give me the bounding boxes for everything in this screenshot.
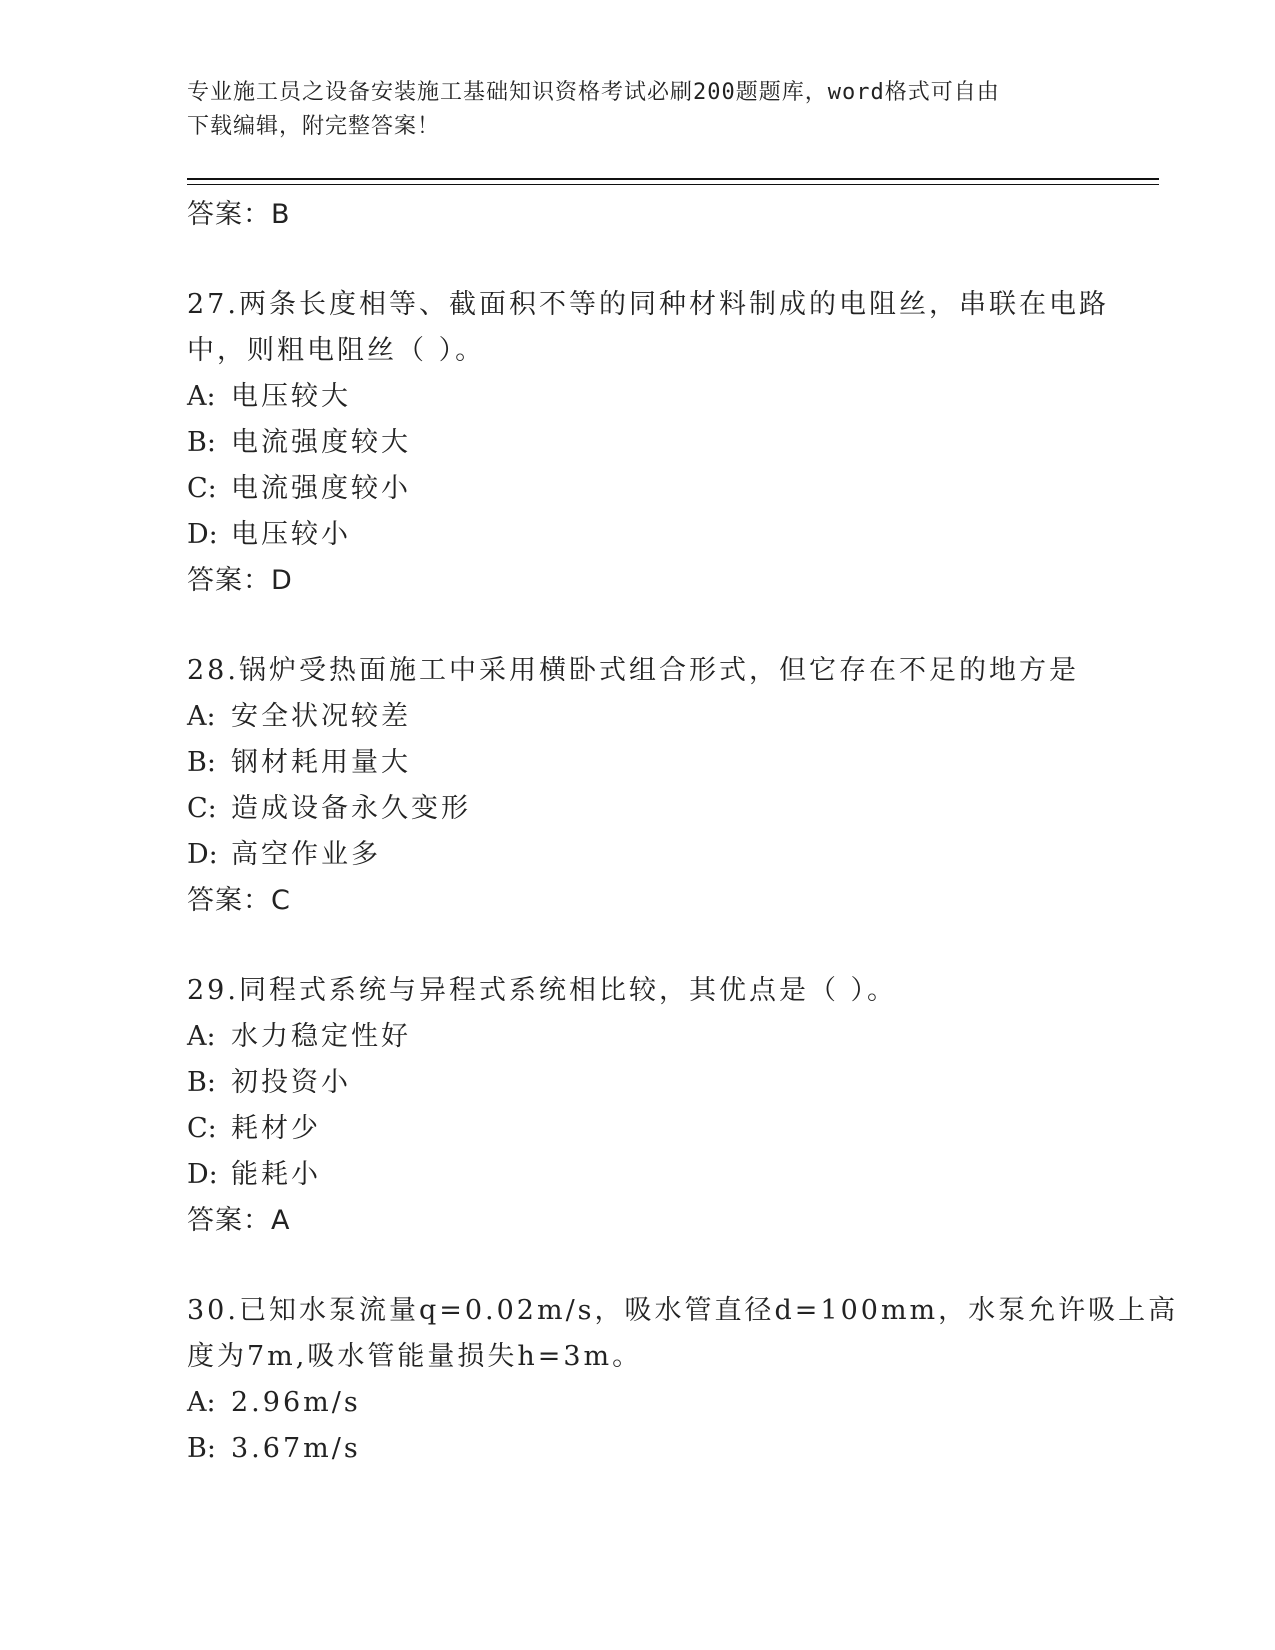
option-b	[187, 740, 1087, 786]
question-list	[187, 192, 1179, 1472]
option-letter: B:	[187, 1433, 216, 1464]
option-c	[187, 786, 1087, 832]
question-text-line: 度为7m,吸水管能量损失h=3m。	[187, 1341, 643, 1372]
option-letter: B:	[187, 1067, 216, 1098]
spacer	[187, 238, 1087, 282]
option-text: 3.67m/s	[231, 1433, 361, 1464]
option-text: 钢材耗用量大	[231, 747, 411, 778]
option-a	[187, 694, 1087, 740]
header-divider-thick	[187, 178, 1159, 180]
answer-line: 答案：D	[187, 565, 293, 596]
question-28	[187, 648, 1087, 924]
option-text: 安全状况较差	[231, 701, 411, 732]
question-text-line: 中，则粗电阻丝（ ）。	[187, 335, 486, 366]
header-line-1: 专业施工员之设备安装施工基础知识资格考试必刷200题题库，word格式可自由	[187, 80, 1000, 105]
option-letter: C:	[187, 473, 217, 504]
option-d	[187, 512, 1087, 558]
option-letter: C:	[187, 1113, 217, 1144]
option-letter: D:	[187, 839, 218, 870]
option-letter: B:	[187, 747, 216, 778]
option-text: 电压较小	[231, 519, 351, 550]
answer-line: 答案：A	[187, 1205, 291, 1236]
option-letter: A:	[187, 1387, 216, 1418]
header-divider-thin	[187, 184, 1159, 185]
option-letter: C:	[187, 793, 217, 824]
option-letter: D:	[187, 519, 218, 550]
option-text: 2.96m/s	[231, 1387, 361, 1418]
option-b	[187, 420, 1087, 466]
option-text: 电流强度较大	[231, 427, 411, 458]
option-c	[187, 1106, 1087, 1152]
question-27	[187, 282, 1109, 604]
option-b	[187, 1060, 1087, 1106]
option-a	[187, 1380, 1087, 1426]
option-text: 能耗小	[231, 1159, 321, 1190]
option-text: 电流强度较小	[231, 473, 411, 504]
option-b	[187, 1426, 1087, 1472]
option-letter: B:	[187, 427, 216, 458]
option-text: 电压较大	[231, 381, 351, 412]
option-c	[187, 466, 1087, 512]
question-text-line: 29.同程式系统与异程式系统相比较，其优点是（ ）。	[187, 975, 898, 1006]
option-letter: A:	[187, 381, 216, 412]
option-letter: A:	[187, 701, 216, 732]
spacer	[187, 924, 1087, 968]
option-letter: D:	[187, 1159, 218, 1190]
option-text: 初投资小	[231, 1067, 351, 1098]
option-a	[187, 1014, 1087, 1060]
document-header	[187, 76, 1067, 144]
option-d	[187, 1152, 1087, 1198]
question-text-line: 30.已知水泵流量q=0.02m/s，吸水管直径d=100mm，水泵允许吸上高	[187, 1295, 1179, 1326]
question-text-line: 28.锅炉受热面施工中采用横卧式组合形式，但它存在不足的地方是	[187, 655, 1079, 686]
answer-line: 答案：C	[187, 885, 291, 916]
question-text-line: 27.两条长度相等、截面积不等的同种材料制成的电阻丝，串联在电路	[187, 289, 1109, 320]
header-line-2: 下载编辑，附完整答案！	[187, 114, 441, 139]
option-text: 耗材少	[231, 1113, 321, 1144]
previous-answer: 答案：B	[187, 199, 291, 230]
option-text: 水力稳定性好	[231, 1021, 411, 1052]
option-text: 造成设备永久变形	[231, 793, 471, 824]
question-30	[187, 1288, 1179, 1472]
option-d	[187, 832, 1087, 878]
spacer	[187, 604, 1087, 648]
option-a	[187, 374, 1087, 420]
question-29	[187, 968, 1087, 1244]
option-text: 高空作业多	[231, 839, 381, 870]
option-letter: A:	[187, 1021, 216, 1052]
spacer	[187, 1244, 1087, 1288]
